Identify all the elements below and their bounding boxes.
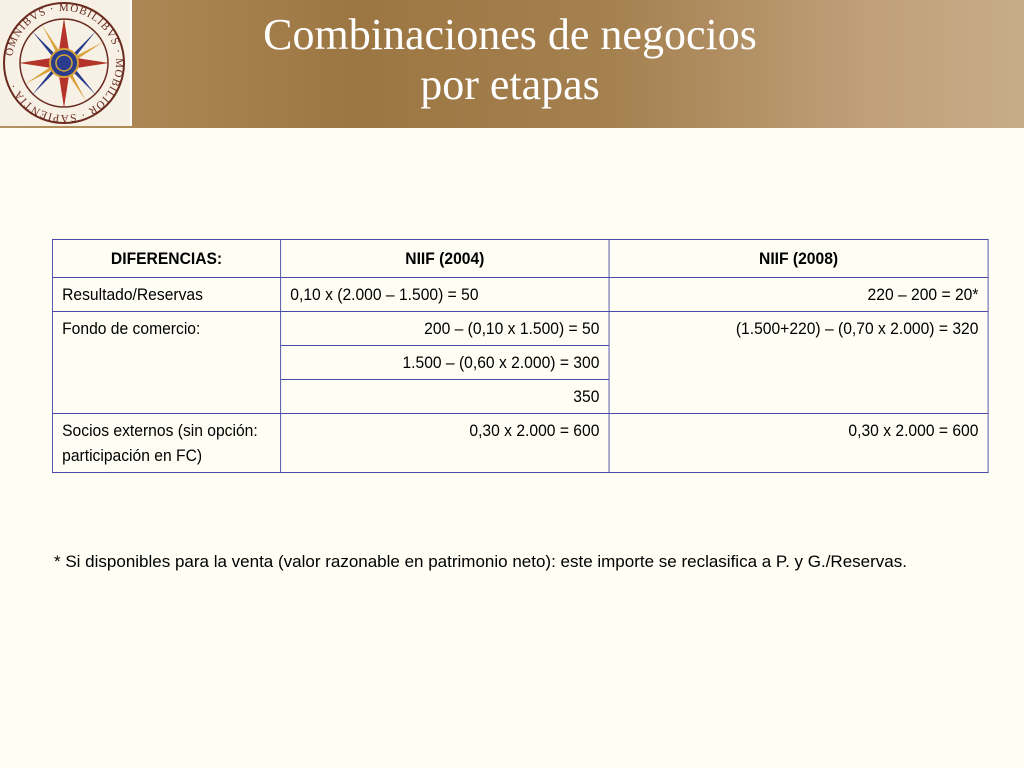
header-diferencias: DIFERENCIAS: (52, 240, 280, 278)
compass-rose-seal-icon (0, 0, 128, 126)
cell-fondo-niif2004-a: 200 – (0,10 x 1.500) = 50 (281, 312, 609, 346)
row-label-fondo-comercio: Fondo de comercio: (52, 312, 280, 414)
slide-title-line1: Combinaciones de negocios (263, 10, 757, 59)
row-label-socios-externos: Socios externos (sin opción: participación en FC) (52, 414, 280, 473)
cell-socios-niif2004: 0,30 x 2.000 = 600 (281, 414, 609, 473)
table-row-fondo-comercio-a (52, 312, 988, 346)
header-niif-2004: NIIF (2004) (281, 240, 609, 278)
slide-title-line2: por etapas (420, 60, 600, 109)
table-row-socios-externos (52, 414, 988, 473)
slide-title (130, 10, 890, 110)
cell-fondo-niif2004-c: 350 (281, 380, 609, 414)
differences-table (52, 239, 989, 473)
row-label-resultado-reservas: Resultado/Reservas (52, 278, 280, 312)
cell-resultado-niif2008: 220 – 200 = 20* (609, 278, 988, 312)
footnote: * Si disponibles para la venta (valor razonable en patrimonio neto): este importe se reclasifica a P. y G./Reservas. (54, 552, 907, 571)
slide-header (0, 0, 1024, 128)
cell-socios-niif2008: 0,30 x 2.000 = 600 (609, 414, 988, 473)
university-seal-logo (0, 0, 132, 126)
svg-text:OMNIBVS · MOBILIBVS · MOBILIOR: OMNIBVS · MOBILIBVS · MOBILIOR · SAPIENTIA · (3, 1, 126, 125)
header-niif-2008: NIIF (2008) (609, 240, 988, 278)
cell-resultado-niif2004: 0,10 x (2.000 – 1.500) = 50 (281, 278, 609, 312)
cell-fondo-niif2008: (1.500+220) – (0,70 x 2.000) = 320 (609, 312, 988, 414)
table-header-row (52, 240, 988, 278)
cell-fondo-niif2004-b: 1.500 – (0,60 x 2.000) = 300 (281, 346, 609, 380)
table-row-resultado-reservas (52, 278, 988, 312)
